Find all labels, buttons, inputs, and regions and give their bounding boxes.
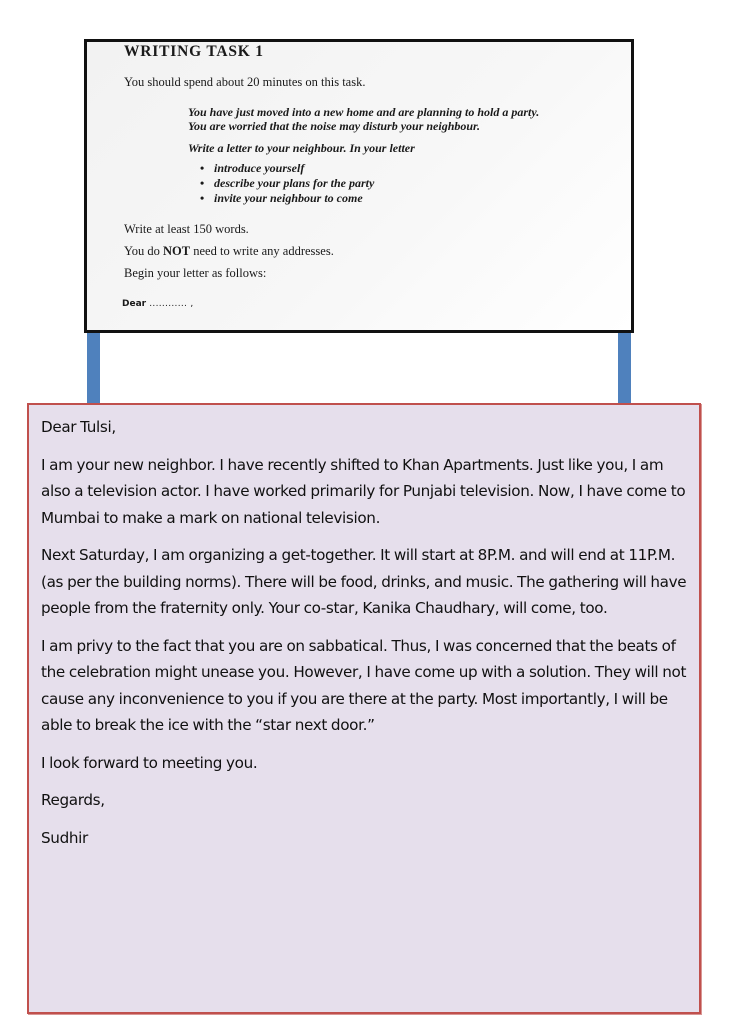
- word-count-instruction: Write at least 150 words.: [124, 222, 249, 236]
- letter-paragraph: I am privy to the fact that you are on sabbatical. Thus, I was concerned that the beats of the celebration might unease you. However, I have come up with a solution. They will not cause any inconvenience to you if you are there at the party. Most importantly, I will be able to break the ice with the “star next door.”: [41, 636, 687, 734]
- sample-salutation-word: Dear: [122, 299, 147, 309]
- bullet-icon: •: [200, 191, 205, 205]
- task-bullet-item: [200, 176, 374, 191]
- address-instruction: [124, 244, 334, 259]
- letter-body: [41, 414, 689, 862]
- begin-instruction: Begin your letter as follows:: [124, 266, 267, 280]
- bullet-text: describe your plans for the party: [214, 176, 375, 190]
- address-text-post: need to write any addresses.: [190, 244, 334, 258]
- sample-letter: [27, 403, 701, 1014]
- task-bullet-item: [200, 161, 374, 176]
- task-bullet-item: [200, 191, 374, 206]
- time-instruction: You should spend about 20 minutes on this task.: [124, 75, 366, 89]
- connector-bar-left: [87, 333, 100, 404]
- task-title: WRITING TASK 1: [124, 43, 264, 60]
- writing-task-card: [84, 39, 634, 333]
- address-text-pre: You do: [124, 244, 164, 258]
- scenario-line-2: You are worried that the noise may disturb your neighbour.: [188, 119, 481, 133]
- letter-paragraph: Next Saturday, I am organizing a get-together. It will start at 8P.M. and will end at 11P.M. (as per the building norms). There will be food, drinks, and music. The gathering will have people from the fraternity only. Your co-star, Kanika Chaudhary, will come, too.: [41, 546, 687, 617]
- letter-signature: Sudhir: [41, 828, 88, 847]
- bullet-text: introduce yourself: [214, 161, 305, 175]
- connector-bar-right: [618, 333, 631, 404]
- sample-salutation-dots: ............ ,: [146, 299, 194, 309]
- address-text-emphasis: NOT: [163, 244, 191, 258]
- scenario-line-1: You have just moved into a new home and are planning to hold a party.: [188, 105, 540, 119]
- letter-sign-off: Regards,: [41, 791, 105, 809]
- letter-closing-line: I look forward to meeting you.: [41, 753, 258, 772]
- task-prompt: Write a letter to your neighbour. In your letter: [188, 141, 415, 155]
- bullet-text: invite your neighbour to come: [214, 191, 363, 205]
- bullet-icon: •: [200, 161, 205, 175]
- task-bullet-list: [200, 161, 374, 206]
- sample-salutation: [122, 299, 194, 309]
- letter-salutation: Dear Tulsi,: [41, 418, 116, 436]
- letter-paragraph: I am your new neighbor. I have recently shifted to Khan Apartments. Just like you, I am also a television actor. I have worked primarily for Punjabi television. Now, I have come to Mumbai to make a mark on national television.: [41, 455, 686, 527]
- bullet-icon: •: [200, 176, 205, 190]
